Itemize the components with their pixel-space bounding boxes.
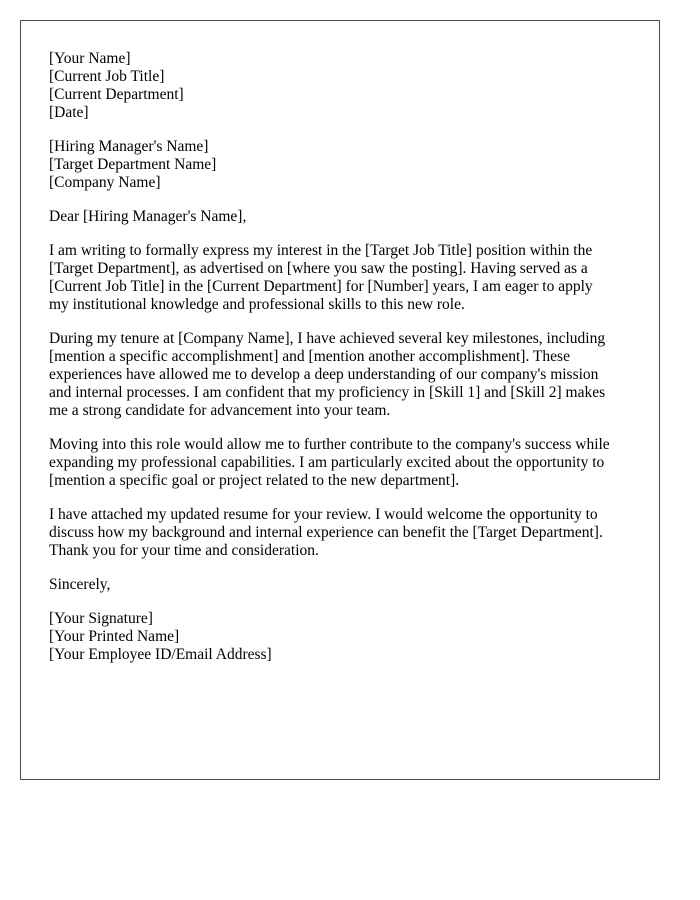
paragraph-line: Moving into this role would allow me to further contribute to the company's success while — [49, 436, 610, 453]
sender-block — [49, 50, 639, 122]
sender-name: [Your Name] — [49, 50, 131, 67]
body-paragraph-2 — [49, 330, 639, 420]
signature-block — [49, 610, 639, 664]
salutation: Dear [Hiring Manager's Name], — [49, 208, 247, 225]
recipient-block — [49, 138, 639, 192]
letter-date: [Date] — [49, 104, 89, 121]
paragraph-line: expanding my professional capabilities. I am particularly excited about the opportunity to — [49, 454, 605, 471]
contact-info: [Your Employee ID/Email Address] — [49, 646, 272, 663]
paragraph-line: I am writing to formally express my interest in the [Target Job Title] position within the — [49, 242, 593, 259]
paragraph-line: [mention a specific accomplishment] and [mention another accomplishment]. These — [49, 348, 570, 365]
body-paragraph-3 — [49, 436, 639, 490]
printed-name: [Your Printed Name] — [49, 628, 180, 645]
recipient-name: [Hiring Manager's Name] — [49, 138, 209, 155]
sender-department: [Current Department] — [49, 86, 184, 103]
letter-page — [20, 20, 660, 780]
paragraph-line: [Target Department], as advertised on [where you saw the posting]. Having served as a — [49, 260, 588, 277]
body-paragraph-4 — [49, 506, 639, 560]
paragraph-line: [mention a specific goal or project related to the new department]. — [49, 472, 460, 489]
paragraph-line: and internal processes. I am confident that my proficiency in [Skill 1] and [Skill 2] makes — [49, 384, 606, 401]
letter-content — [49, 50, 639, 680]
paragraph-line: I have attached my updated resume for your review. I would welcome the opportunity to — [49, 506, 598, 523]
paragraph-line: discuss how my background and internal experience can benefit the [Target Department]. — [49, 524, 603, 541]
paragraph-line: me a strong candidate for advancement into your team. — [49, 402, 391, 419]
sender-job-title: [Current Job Title] — [49, 68, 165, 85]
body-paragraph-1 — [49, 242, 639, 314]
recipient-company: [Company Name] — [49, 174, 161, 191]
closing: Sincerely, — [49, 576, 111, 593]
paragraph-line: experiences have allowed me to develop a deep understanding of our company's mission — [49, 366, 599, 383]
paragraph-line: my institutional knowledge and professional skills to this new role. — [49, 296, 465, 313]
recipient-department: [Target Department Name] — [49, 156, 217, 173]
signature-line: [Your Signature] — [49, 610, 153, 627]
paragraph-line: [Current Job Title] in the [Current Department] for [Number] years, I am eager to apply — [49, 278, 593, 295]
paragraph-line: During my tenure at [Company Name], I have achieved several key milestones, including — [49, 330, 606, 347]
paragraph-line: Thank you for your time and consideration. — [49, 542, 319, 559]
